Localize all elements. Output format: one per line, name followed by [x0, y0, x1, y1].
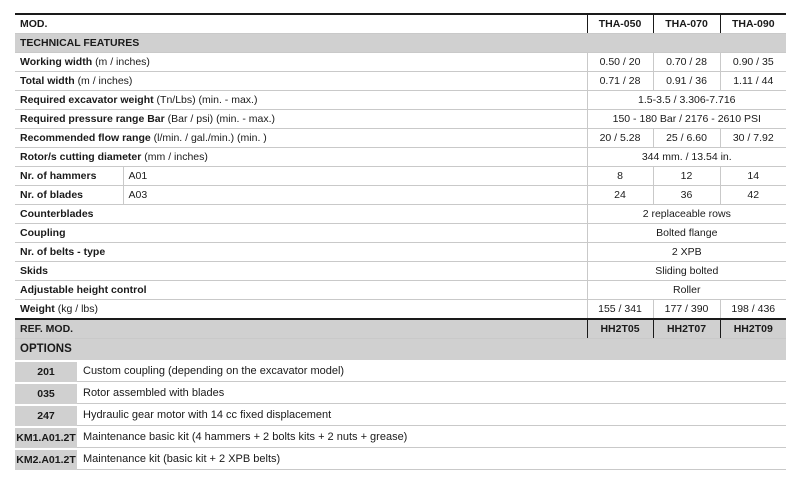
ref-mod-row: [15, 319, 786, 339]
option-description: Maintenance basic kit (4 hammers + 2 bolts kits + 2 nuts + grease): [77, 428, 786, 448]
row-height-control: [15, 281, 786, 300]
row-working-width: [15, 53, 786, 72]
option-row: [15, 406, 786, 426]
option-code: KM2.A01.2T: [15, 450, 77, 470]
value-cell: 25 / 6.60: [653, 129, 720, 148]
row-label: Working width (m / inches): [15, 53, 587, 72]
value-cell: 24: [587, 186, 653, 205]
option-row: [15, 362, 786, 382]
value-cell: 1.11 / 44: [720, 72, 786, 91]
row-label: Coupling: [15, 224, 587, 243]
part-code: A03: [123, 186, 587, 205]
row-label: Total width (m / inches): [15, 72, 587, 91]
model-header-row: [15, 14, 786, 34]
row-label: Nr. of hammers: [15, 167, 123, 186]
model-tha-090: THA-090: [720, 14, 786, 34]
row-label: Counterblades: [15, 205, 587, 224]
value-cell: 344 mm. / 13.54 in.: [587, 148, 786, 167]
value-cell: 14: [720, 167, 786, 186]
row-label: Nr. of blades: [15, 186, 123, 205]
spec-sheet: [15, 13, 786, 472]
value-cell: 0.70 / 28: [653, 53, 720, 72]
value-cell: Bolted flange: [587, 224, 786, 243]
value-cell: 36: [653, 186, 720, 205]
row-blades: [15, 186, 786, 205]
row-label: Adjustable height control: [15, 281, 587, 300]
row-total-width: [15, 72, 786, 91]
value-cell: 2 XPB: [587, 243, 786, 262]
row-flow-range: [15, 129, 786, 148]
option-row: [15, 428, 786, 448]
value-cell: Roller: [587, 281, 786, 300]
option-code: KM1.A01.2T: [15, 428, 77, 448]
technical-table: [15, 13, 786, 339]
option-description: Maintenance kit (basic kit + 2 XPB belts): [77, 450, 786, 470]
value-cell: 150 - 180 Bar / 2176 - 2610 PSI: [587, 110, 786, 129]
row-pressure-range: [15, 110, 786, 129]
value-cell: 0.90 / 35: [720, 53, 786, 72]
value-cell: 0.71 / 28: [587, 72, 653, 91]
model-tha-070: THA-070: [653, 14, 720, 34]
model-tha-050: THA-050: [587, 14, 653, 34]
value-cell: 155 / 341: [587, 300, 653, 320]
row-excavator-weight: [15, 91, 786, 110]
value-cell: 2 replaceable rows: [587, 205, 786, 224]
row-hammers: [15, 167, 786, 186]
value-cell: 8: [587, 167, 653, 186]
value-cell: Sliding bolted: [587, 262, 786, 281]
row-label: Skids: [15, 262, 587, 281]
row-label: Required pressure range Bar (Bar / psi) (min. - max.): [15, 110, 587, 129]
option-row: [15, 450, 786, 470]
options-table: [15, 360, 786, 472]
value-cell: 1.5-3.5 / 3.306-7.716: [587, 91, 786, 110]
row-label: Rotor/s cutting diameter (mm / inches): [15, 148, 587, 167]
options-header: OPTIONS: [15, 339, 786, 360]
row-label: Required excavator weight (Tn/Lbs) (min. - max.): [15, 91, 587, 110]
row-coupling: [15, 224, 786, 243]
ref-code: HH2T09: [720, 319, 786, 339]
option-description: Hydraulic gear motor with 14 cc fixed displacement: [77, 406, 786, 426]
value-cell: 20 / 5.28: [587, 129, 653, 148]
row-skids: [15, 262, 786, 281]
technical-features-header: [15, 34, 786, 53]
part-code: A01: [123, 167, 587, 186]
value-cell: 0.50 / 20: [587, 53, 653, 72]
value-cell: 12: [653, 167, 720, 186]
ref-code: HH2T07: [653, 319, 720, 339]
section-title: TECHNICAL FEATURES: [15, 34, 786, 53]
value-cell: 198 / 436: [720, 300, 786, 320]
option-row: [15, 384, 786, 404]
ref-code: HH2T05: [587, 319, 653, 339]
row-rotor-diameter: [15, 148, 786, 167]
option-description: Rotor assembled with blades: [77, 384, 786, 404]
mod-label: MOD.: [15, 14, 587, 34]
row-counterblades: [15, 205, 786, 224]
row-label: Nr. of belts - type: [15, 243, 587, 262]
option-description: Custom coupling (depending on the excavator model): [77, 362, 786, 382]
value-cell: 42: [720, 186, 786, 205]
value-cell: 177 / 390: [653, 300, 720, 320]
row-belts: [15, 243, 786, 262]
option-code: 201: [15, 362, 77, 382]
value-cell: 0.91 / 36: [653, 72, 720, 91]
value-cell: 30 / 7.92: [720, 129, 786, 148]
option-code: 247: [15, 406, 77, 426]
option-code: 035: [15, 384, 77, 404]
row-label: Weight (kg / lbs): [15, 300, 587, 320]
ref-mod-label: REF. MOD.: [15, 319, 587, 339]
row-label: Recommended flow range (l/min. / gal./min.) (min. ): [15, 129, 587, 148]
row-weight: [15, 300, 786, 320]
